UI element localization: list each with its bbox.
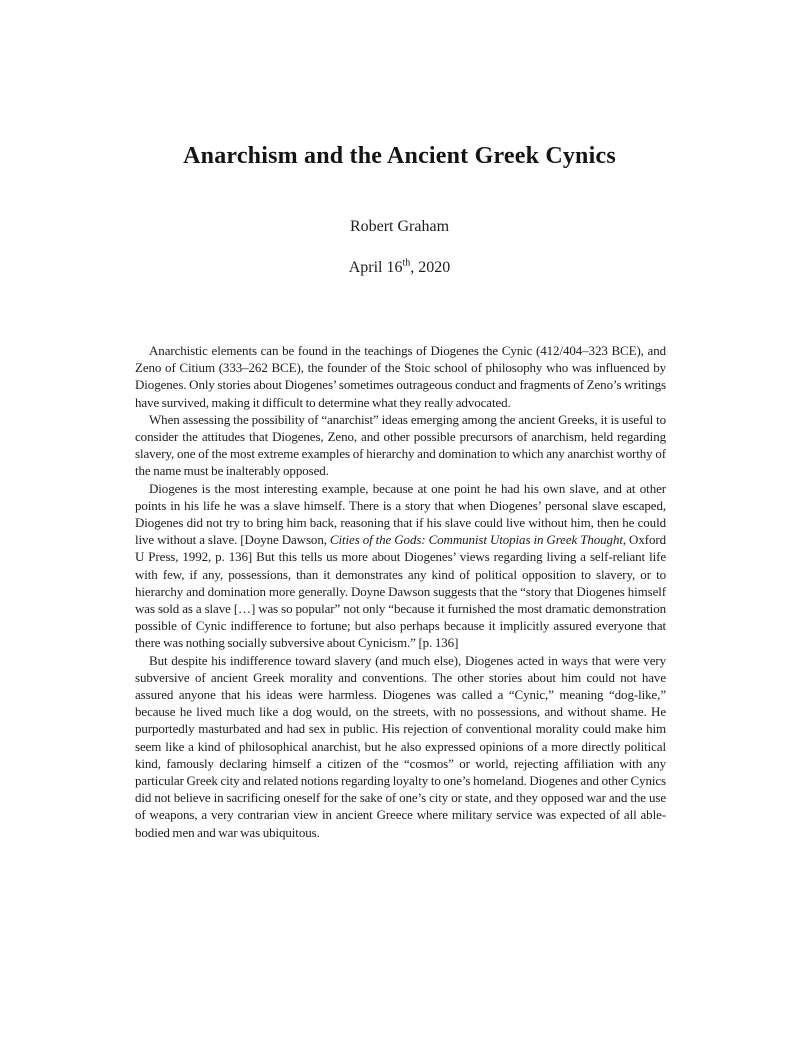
date-day-part: April 16 — [348, 259, 403, 276]
date-ordinal-suffix: th — [402, 257, 411, 269]
document-date — [0, 259, 799, 277]
paragraph-4: But despite his indifference toward slavery (and much else), Diogenes acted in ways that were very subversive of ancient Greek morality and conventions. The other stories about him could not have assured anyone that his ideas were harmless. Diogenes was called a “Cynic,” meaning “dog-like,” because he lived much like a dog would, on the streets, with no possessions, and without shame. He purportedly masturbated and had sex in public. His rejection of conventional morality could make him seem like a kind of philosophical anarchist, but he also expressed opinions of a more directly political kind, famously declaring himself a citizen of the “cosmos” or world, rejecting affiliation with any particular Greek city and related notions regarding loyalty to one’s homeland. Diogenes and other Cynics did not believe in sacrificing oneself for the sake of one’s city or state, and they opposed war and the use of weapons, a very contrarian view in ancient Greece where military service was expected of all able-bodied men and war was ubiquitous. — [135, 652, 666, 840]
document-body — [135, 342, 666, 841]
paragraph-3-before-citation: Diogenes is the most interesting example, because at one point he had his own slave, and at other points in his life he was a slave himself. There is a story that when Diogenes’ personal slave escaped, Diogenes did not try to bring him back, reasoning that if his slave could live without him, then he could live without a slave. [Doyne Dawson, — [135, 480, 666, 548]
paragraph-3-citation-title: Cities of the Gods: Communist Utopias in Greek Thought — [329, 532, 623, 548]
paragraph-2: When assessing the possibility of “anarchist” ideas emerging among the ancient Greeks, it is useful to consider the attitudes that Diogenes, Zeno, and other possible precursors of anarchism, held regarding slavery, one of the most extreme examples of hierarchy and domination to which any anarchist worthy of the name must be inalterably opposed. — [135, 411, 666, 479]
paragraph-1: Anarchistic elements can be found in the teachings of Diogenes the Cynic (412/404–323 BCE), and Zeno of Citium (333–262 BCE), the founder of the Stoic school of philosophy who was influenced by Diogenes. Only stories about Diogenes’ sometimes outrageous conduct and fragments of Zeno’s writings have survived, making it difficult to determine what they really advocated. — [135, 343, 666, 410]
paragraph-3-after-citation: , Oxford U Press, 1992, p. 136] But this tells us more about Diogenes’ views regarding living a self-reliant life with few, if any, possessions, than it demonstrates any kind of political opposition to slavery, or to hierarchy and domination more generally. Doyne Dawson suggests that the “story that Diogenes himself was sold as a slave […] was so popular” not only “because it furnished the most dramatic demonstration possible of Cynic indifference to fortune; but also perhaps because it implicitly assured everyone that there was nothing socially subversive about Cynicism.” [p. 136] — [135, 532, 666, 651]
paragraph-3 — [135, 480, 666, 652]
date-year-part: , 2020 — [410, 259, 451, 276]
document-title: Anarchism and the Ancient Greek Cynics — [183, 143, 616, 169]
document-author: Robert Graham — [349, 218, 450, 235]
